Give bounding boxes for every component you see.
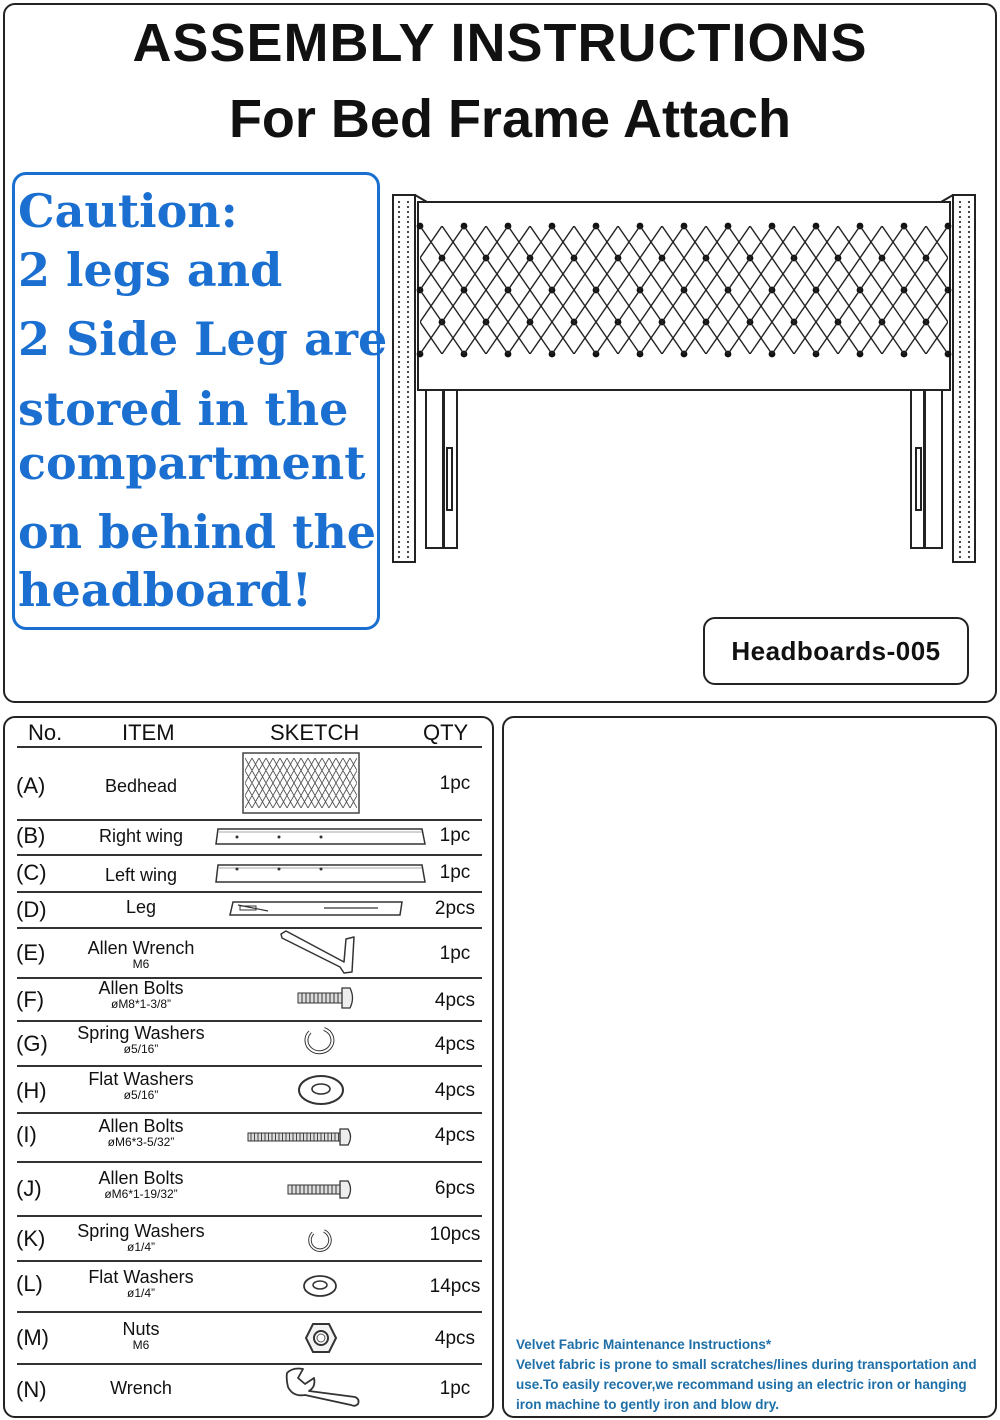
part-name: Bedhead <box>104 776 178 796</box>
part-name <box>60 1221 222 1254</box>
part-no: (L) <box>16 1271 43 1296</box>
table-divider <box>17 854 482 856</box>
model-label: Headboards-005 <box>703 617 969 685</box>
part-no: (D) <box>16 897 47 922</box>
part-qty: 4pcs <box>434 990 476 1011</box>
long-bolt-icon <box>246 1126 358 1148</box>
velvet-maintenance-note <box>516 1335 991 1415</box>
table-divider <box>17 746 482 748</box>
col-item-header: ITEM <box>122 720 175 745</box>
table-divider <box>17 1065 482 1067</box>
part-qty: 14pcs <box>429 1276 481 1297</box>
part-name <box>60 938 222 971</box>
headboard-illustration <box>390 190 990 568</box>
part-qty: 2pcs <box>434 898 476 919</box>
part-qty: 10pcs <box>429 1224 481 1245</box>
part-no: (C) <box>16 860 47 885</box>
part-qty: 1pc <box>439 773 471 794</box>
part-name: Left wing <box>104 865 178 885</box>
bolt-icon <box>286 1178 356 1202</box>
bolt-icon <box>296 985 358 1011</box>
part-name-text: Nuts <box>122 1319 160 1339</box>
part-spec: ø5/16” <box>123 1042 159 1056</box>
hex-nut-icon <box>304 1322 338 1354</box>
part-qty: 6pcs <box>434 1178 476 1199</box>
part-name <box>60 1023 222 1056</box>
spring-washer-icon <box>306 1227 336 1255</box>
part-name-text: Spring Washers <box>77 1221 205 1241</box>
part-name-text: Allen Wrench <box>87 938 195 958</box>
notes-panel <box>502 716 997 1418</box>
open-wrench-icon <box>283 1367 361 1409</box>
table-divider <box>17 1112 482 1114</box>
leg-icon <box>228 899 406 919</box>
part-name <box>60 978 222 1011</box>
wing-rail-icon <box>215 826 427 848</box>
part-qty: 4pcs <box>434 1080 476 1101</box>
col-qty-header: QTY <box>423 720 469 745</box>
page-title: ASSEMBLY INSTRUCTIONS <box>132 13 868 73</box>
caution-line: on behind the <box>18 505 377 559</box>
part-spec: ø1/4” <box>126 1286 155 1300</box>
table-divider <box>17 1260 482 1262</box>
part-qty: 4pcs <box>434 1328 476 1349</box>
part-name-text: Spring Washers <box>77 1023 205 1043</box>
part-name-text: Flat Washers <box>88 1267 194 1287</box>
part-name-text: Allen Bolts <box>98 1116 184 1136</box>
col-sketch-header: SKETCH <box>270 720 360 745</box>
part-name-text: Flat Washers <box>88 1069 194 1089</box>
col-no-header: No. <box>28 720 63 745</box>
part-qty: 1pc <box>439 825 471 846</box>
part-no: (K) <box>16 1226 46 1251</box>
flat-washer-icon <box>296 1072 346 1108</box>
table-divider <box>17 1363 482 1365</box>
part-spec: M6 <box>132 1338 150 1352</box>
part-no: (N) <box>16 1377 47 1402</box>
part-spec: M6 <box>132 957 150 971</box>
part-name <box>60 1069 222 1102</box>
part-name: Wrench <box>110 1378 172 1398</box>
table-divider <box>17 927 482 929</box>
caution-line: compartment <box>18 436 366 490</box>
table-divider <box>17 1020 482 1022</box>
page-subtitle: For Bed Frame Attach <box>228 89 792 149</box>
part-no: (H) <box>16 1078 47 1103</box>
velvet-note-title: Velvet Fabric Maintenance Instructions* <box>516 1337 772 1352</box>
caution-line: 2 Side Leg are <box>18 312 388 366</box>
part-qty: 4pcs <box>434 1125 476 1146</box>
allen-wrench-icon <box>278 929 360 975</box>
part-spec: øM6*3-5/32” <box>107 1135 175 1149</box>
spring-washer-icon <box>302 1025 338 1057</box>
caution-line: Caution: <box>18 184 238 238</box>
part-name <box>60 1319 222 1352</box>
part-no: (G) <box>16 1031 48 1056</box>
part-name: Right wing <box>98 826 184 846</box>
part-name-text: Allen Bolts <box>98 1168 184 1188</box>
part-no: (I) <box>16 1122 37 1147</box>
table-divider <box>17 1311 482 1313</box>
part-spec: ø5/16” <box>123 1088 159 1102</box>
part-no: (J) <box>16 1176 42 1201</box>
velvet-note-body: Velvet fabric is prone to small scratches/lines during transportation and use.To easily recover,we recommand using an electric iron or hanging iron machine to gently iron and blow dry. <box>516 1357 977 1412</box>
headboard-icon <box>242 752 360 814</box>
part-no: (F) <box>16 987 45 1012</box>
part-qty: 1pc <box>439 1378 471 1399</box>
part-spec: ø1/4” <box>126 1240 155 1254</box>
part-qty: 1pc <box>439 943 471 964</box>
part-name <box>60 1168 222 1201</box>
part-name-text: Allen Bolts <box>98 978 184 998</box>
part-name: Leg <box>125 897 157 917</box>
table-divider <box>17 1161 482 1163</box>
part-no: (A) <box>16 773 46 798</box>
part-name <box>60 1267 222 1300</box>
table-divider <box>17 891 482 893</box>
part-no: (E) <box>16 940 46 965</box>
part-no: (M) <box>16 1325 49 1350</box>
caution-line: stored in the <box>18 382 349 436</box>
caution-line: headboard! <box>18 563 312 617</box>
part-name <box>60 1116 222 1149</box>
part-spec: øM8*1-3/8” <box>110 997 172 1011</box>
table-divider <box>17 1215 482 1217</box>
part-qty: 1pc <box>439 862 471 883</box>
table-divider <box>17 819 482 821</box>
part-no: (B) <box>16 823 46 848</box>
caution-line: 2 legs and <box>18 243 283 297</box>
flat-washer-icon <box>302 1273 338 1299</box>
wing-rail-icon <box>215 862 427 886</box>
part-spec: øM6*1-19/32” <box>104 1187 178 1201</box>
part-qty: 4pcs <box>434 1034 476 1055</box>
